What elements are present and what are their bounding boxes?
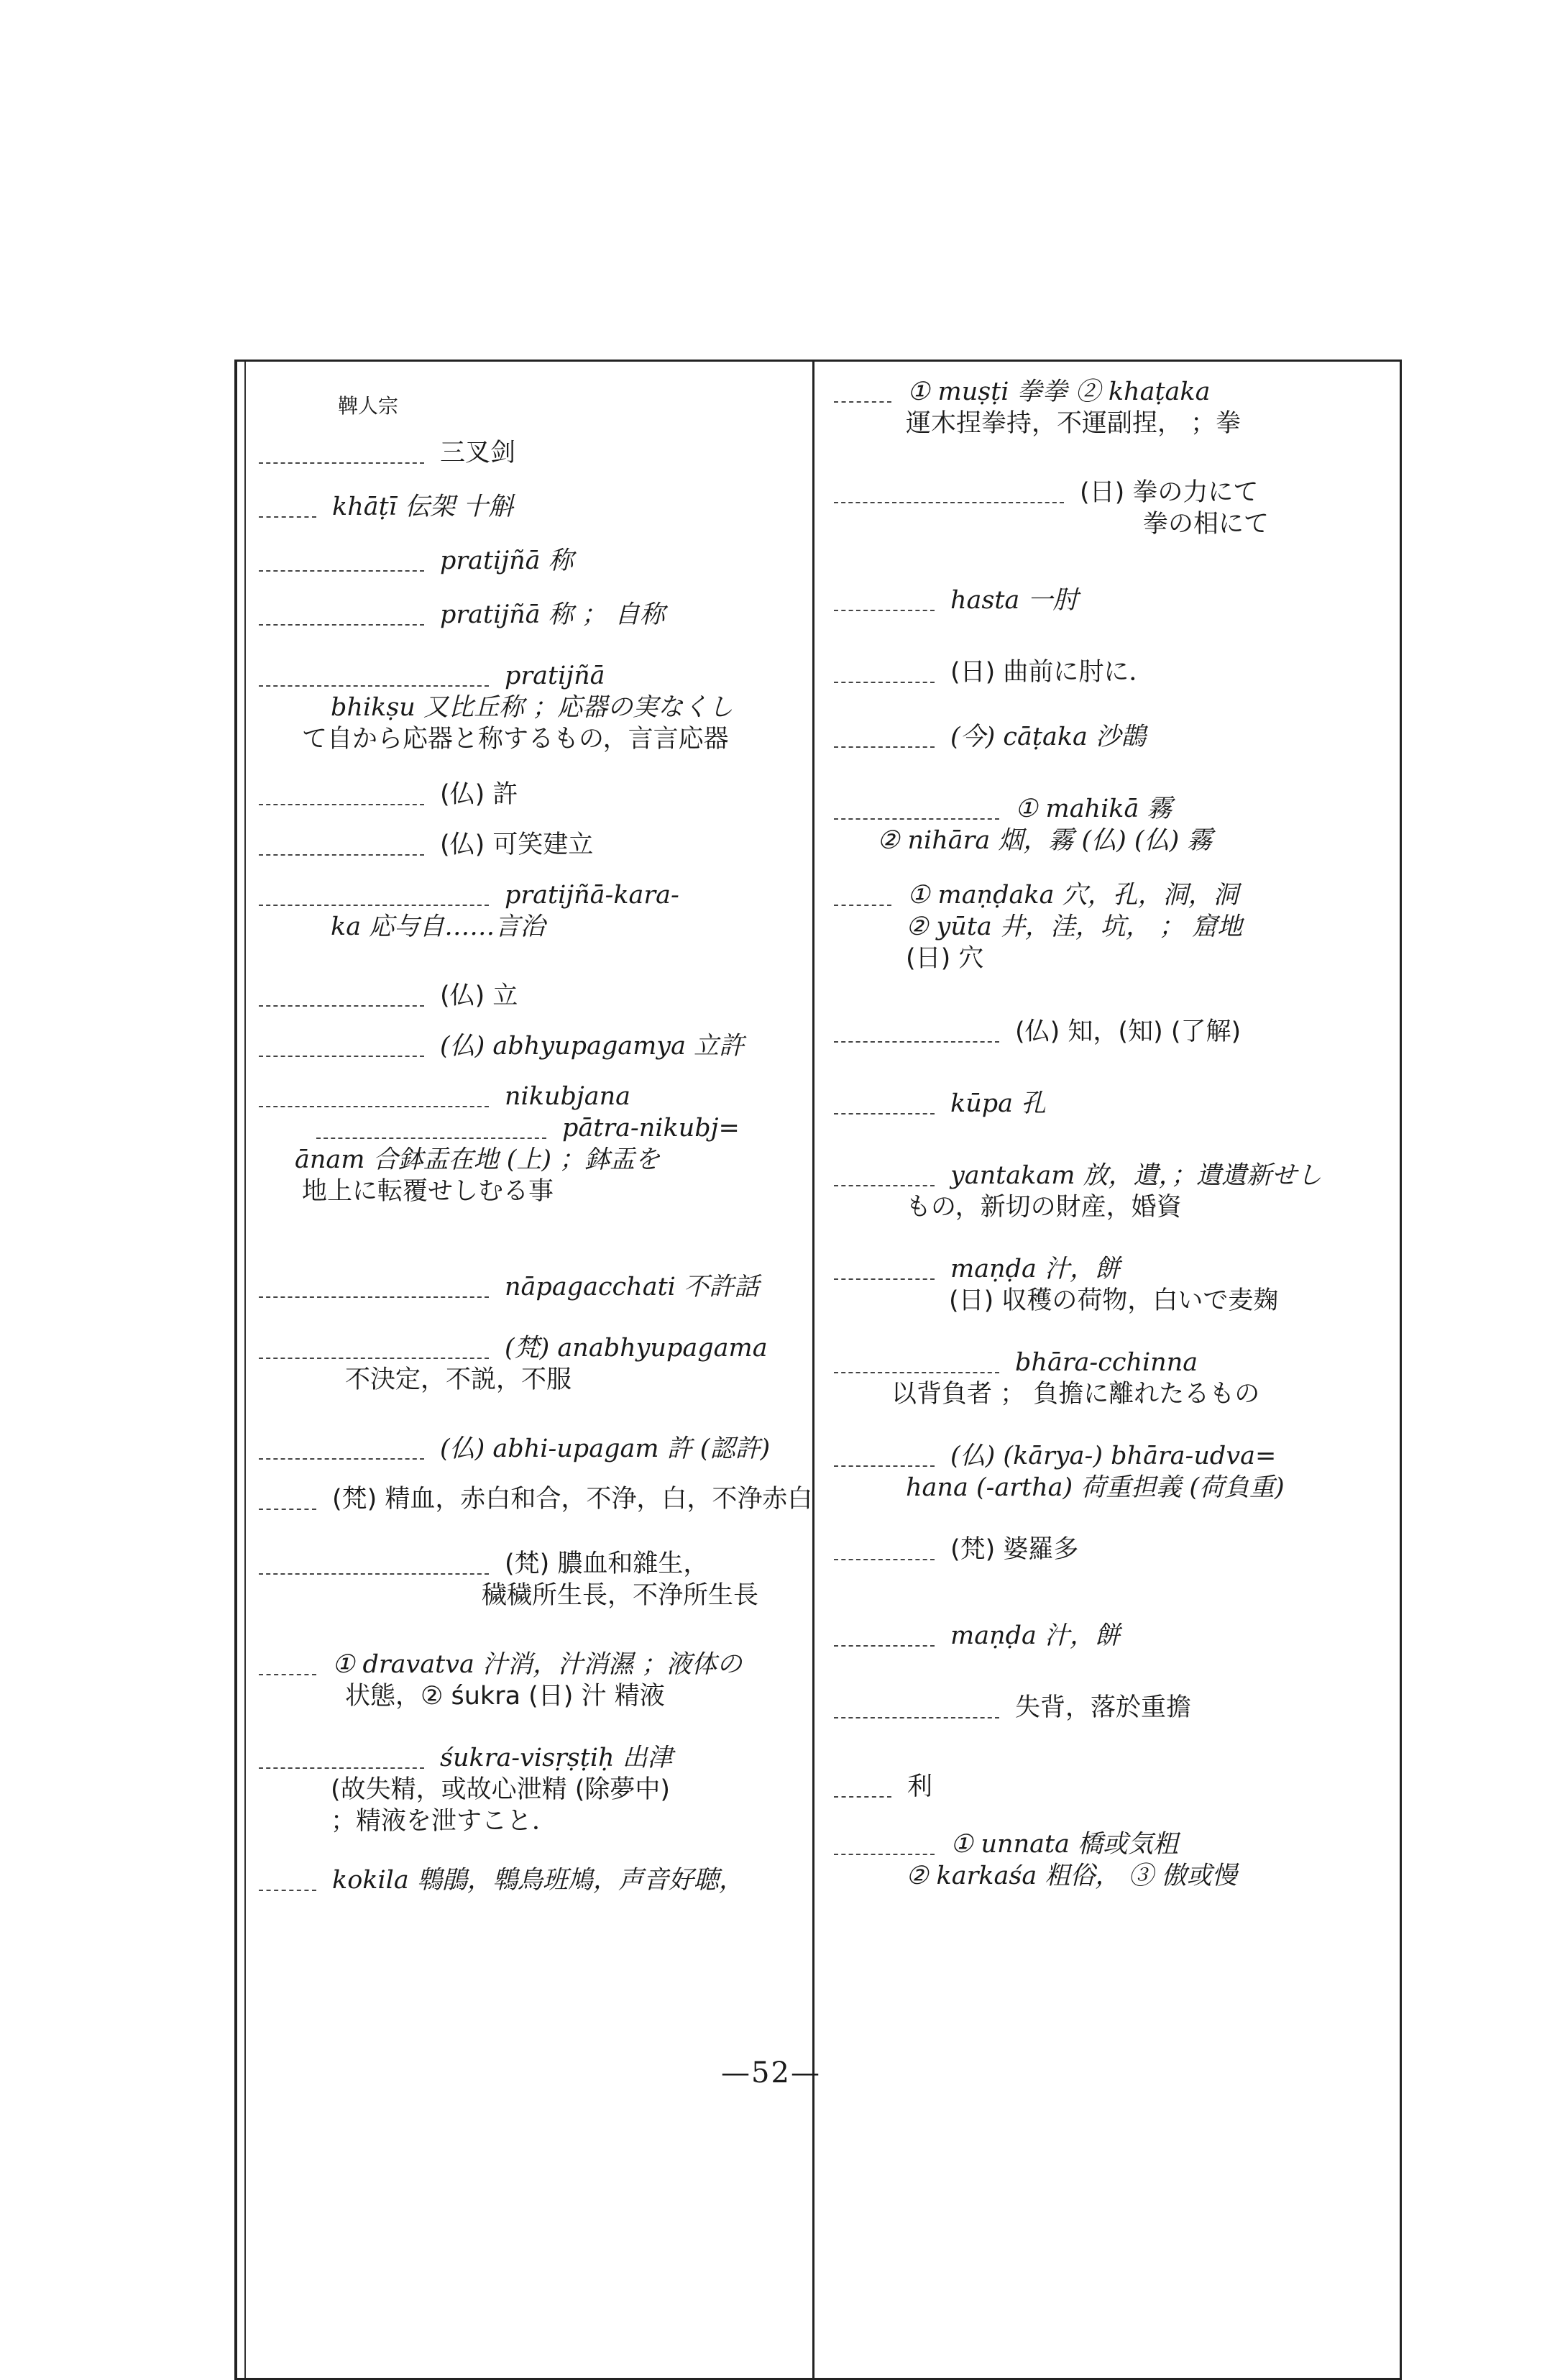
tibetan-headword xyxy=(834,1441,935,1467)
right-entry-15 xyxy=(834,1692,1387,1724)
tibetan-headword xyxy=(259,1081,489,1107)
entry-line: bhāra-cchinna xyxy=(1015,1348,1198,1377)
entry-line: 失背，落於重擔 xyxy=(1015,1693,1192,1722)
tibetan-headword xyxy=(834,477,1064,503)
right-entry-1 xyxy=(834,477,1387,540)
left-entry-16 xyxy=(259,1548,812,1611)
tibetan-headword xyxy=(834,377,891,403)
entry-line: (梵) 膿血和雜生， xyxy=(505,1550,709,1578)
left-entry-15 xyxy=(259,1483,812,1515)
entry-line: (日) 収穫の荷物，白いで麦麹 xyxy=(949,1286,1279,1315)
left-entry-10 xyxy=(259,1030,812,1062)
left-entry-13 xyxy=(259,1332,812,1396)
tibetan-headword xyxy=(834,1161,935,1186)
entry-line: bhikṣu 又比丘称 ；応器の実なくし xyxy=(331,693,734,722)
left-entry-12 xyxy=(259,1271,812,1303)
right-entry-10 xyxy=(834,1253,1387,1317)
entry-line: ② karkaśa 粗俗， ③ 傲或慢 xyxy=(906,1862,1237,1890)
entry-line: もの，新切の財産，婚資 xyxy=(906,1193,1182,1222)
left-entry-6 xyxy=(259,779,812,810)
tibetan-headword xyxy=(834,1772,891,1798)
tibetan-headword xyxy=(259,830,424,856)
left-entry-8 xyxy=(259,879,812,943)
tibetan-headword xyxy=(259,1031,424,1057)
tibetan-headword xyxy=(259,779,424,805)
tibetan-headword xyxy=(834,1089,935,1115)
entry-line: (梵) 精血，赤白和合，不浄，白，不浄赤白 xyxy=(332,1485,813,1514)
tibetan-headword xyxy=(259,1484,316,1510)
left-entry-2 xyxy=(259,491,812,523)
entry-line: nikubjana xyxy=(505,1082,631,1111)
tibetan-headword xyxy=(834,1829,935,1855)
left-entry-17 xyxy=(259,1649,812,1712)
entry-line: nāpagacchati 不許話 xyxy=(505,1273,759,1301)
entry-line: (今) cāṭaka 沙鵲 xyxy=(950,723,1147,751)
entry-line: 状態，② śukra (日) 汁 精液 xyxy=(345,1682,665,1711)
entry-line: kūpa 孔 xyxy=(950,1089,1047,1118)
right-entry-3 xyxy=(834,656,1387,688)
tibetan-headword xyxy=(259,600,424,626)
tibetan-headword xyxy=(259,438,424,464)
entry-line: hasta 一肘 xyxy=(950,586,1078,615)
entry-line: (仏) abhyupagamya 立許 xyxy=(440,1032,745,1061)
tibetan-headword xyxy=(259,1272,489,1298)
entry-line: 三叉剑 xyxy=(440,439,516,467)
entry-line: pratijñā 称 xyxy=(440,546,574,575)
entry-line: 鞞人宗 xyxy=(338,394,399,418)
tibetan-headword xyxy=(834,794,999,820)
right-entry-8 xyxy=(834,1088,1387,1120)
entry-line: (日) 穴 xyxy=(906,944,984,973)
entry-line: 以背負者 ； 負擔に離れたるもの xyxy=(891,1380,1260,1409)
entry-line: 利 xyxy=(907,1772,933,1801)
entry-line: ② yūta 井，洼，坑， ； 窟地 xyxy=(906,912,1243,941)
left-entry-3 xyxy=(259,545,812,577)
right-entry-6 xyxy=(834,879,1387,974)
entry-line: (梵) anabhyupagama xyxy=(505,1334,768,1363)
entry-line: pratijñā xyxy=(505,662,605,690)
left-entry-0 xyxy=(259,390,812,422)
entry-line: 運木捏拳持，不運副捏， ；拳 xyxy=(906,409,1242,438)
left-entry-19 xyxy=(259,1864,812,1896)
left-entry-14 xyxy=(259,1433,812,1465)
entry-line: (仏) abhi-upagam 許 (認許) xyxy=(440,1434,771,1463)
entry-line: ① unnata 橋或気粗 xyxy=(950,1830,1179,1859)
tibetan-headword xyxy=(834,1693,999,1718)
right-entry-4 xyxy=(834,721,1387,753)
tibetan-headword xyxy=(834,1017,999,1043)
right-entry-12 xyxy=(834,1440,1387,1503)
tibetan-headword xyxy=(259,880,489,906)
entry-line: ① maṇḍaka 穴，孔，洞，洞 xyxy=(907,881,1239,910)
tibetan-headword xyxy=(259,661,489,687)
entry-line: khāṭī 伝架 十斛 xyxy=(332,493,514,521)
right-entry-17 xyxy=(834,1829,1387,1892)
right-entry-16 xyxy=(834,1771,1387,1803)
tibetan-headword xyxy=(259,1549,489,1575)
entry-line: 拳の相にて xyxy=(1143,510,1270,539)
tibetan-headword xyxy=(259,1434,424,1460)
tibetan-headword xyxy=(834,1534,935,1560)
entry-line: ① muṣṭi 拳拳 ② khaṭaka xyxy=(907,377,1211,406)
entry-line: ānam 合鉢盂在地 (上) ；鉢盂を xyxy=(295,1145,661,1174)
page-number: —52— xyxy=(721,2056,821,2090)
tibetan-headword xyxy=(259,1743,424,1769)
entry-line: (仏) 可笑建立 xyxy=(440,830,594,859)
tibetan-headword xyxy=(834,1621,935,1647)
entry-line: maṇḍa 汁，餅 xyxy=(950,1621,1120,1650)
tibetan-headword xyxy=(259,1649,316,1675)
right-entry-7 xyxy=(834,1016,1387,1048)
entry-line: (仏) 知，(知) (了解) xyxy=(1015,1017,1242,1046)
entry-line: て自から応器と称するもの，言言応器 xyxy=(302,725,729,754)
right-entry-9 xyxy=(834,1160,1387,1223)
left-entry-1 xyxy=(259,437,812,469)
left-entry-18 xyxy=(259,1742,812,1837)
tibetan-headword xyxy=(259,546,424,572)
entry-line: (日) 曲前に肘に． xyxy=(950,658,1155,687)
tibetan-headword xyxy=(259,981,424,1007)
right-entry-2 xyxy=(834,585,1387,616)
tibetan-headword xyxy=(259,1865,316,1891)
tibetan-headword xyxy=(834,657,935,683)
entry-line: maṇḍa 汁，餅 xyxy=(950,1255,1120,1283)
entry-line: ① mahikā 霧 xyxy=(1015,795,1172,823)
left-entry-9 xyxy=(259,980,812,1012)
tibetan-headword xyxy=(834,880,891,906)
right-entry-5 xyxy=(834,793,1387,856)
tibetan-headword xyxy=(834,722,935,748)
entry-line: 不決定，不説，不服 xyxy=(345,1365,572,1394)
entry-line: (故失精，或故心泄精 (除夢中) xyxy=(331,1775,671,1804)
entry-line: (日) 拳の力にて xyxy=(1080,478,1259,507)
entry-line: (仏) 立 xyxy=(440,981,518,1010)
left-entry-11 xyxy=(259,1081,812,1207)
left-entry-4 xyxy=(259,599,812,631)
entry-line: ① dravatva 汁消，汁消濕 ；液体の xyxy=(332,1650,743,1679)
entry-line: (仏) (kārya-) bhāra-udva= xyxy=(950,1442,1277,1470)
entry-line: pratijñā 称 ； 自称 xyxy=(440,600,665,629)
entry-line: pātra-nikubj= xyxy=(562,1114,740,1143)
entry-line: ka 応与自……言治 xyxy=(331,912,546,941)
right-entry-13 xyxy=(834,1534,1387,1565)
entry-line: pratijñā-kara- xyxy=(505,881,679,910)
tibetan-headword xyxy=(316,1113,546,1139)
tibetan-headword xyxy=(834,585,935,611)
tibetan-headword xyxy=(259,492,316,518)
entry-line: hana (-artha) 荷重担義 (荷負重) xyxy=(906,1473,1285,1502)
right-entry-0 xyxy=(834,376,1387,439)
entry-line: ；精液を泄すこと． xyxy=(331,1807,558,1836)
entry-line: 穢穢所生長，不浄所生長 xyxy=(482,1581,759,1610)
tibetan-headword xyxy=(834,1347,999,1373)
entry-line: 地上に転覆せしむる事 xyxy=(302,1177,554,1206)
entry-line: (仏) 許 xyxy=(440,780,518,809)
entry-line: (梵) 婆羅多 xyxy=(950,1535,1079,1564)
entry-line: śukra-visṛṣṭiḥ 出津 xyxy=(440,1744,673,1772)
tibetan-headword xyxy=(834,1254,935,1280)
entry-line: yantakam 放，遺，；遺遺新せし xyxy=(950,1161,1323,1190)
left-entry-5 xyxy=(259,660,812,755)
tibetan-headword xyxy=(259,1333,489,1359)
entry-line: kokila 鵯鵑，鵯鳥班鳩，声音好聴， xyxy=(332,1866,744,1895)
entry-line: ② nihāra 烟，霧 (仏) (仏) 霧 xyxy=(877,826,1213,855)
right-entry-11 xyxy=(834,1347,1387,1410)
right-entry-14 xyxy=(834,1620,1387,1652)
left-entry-7 xyxy=(259,829,812,861)
